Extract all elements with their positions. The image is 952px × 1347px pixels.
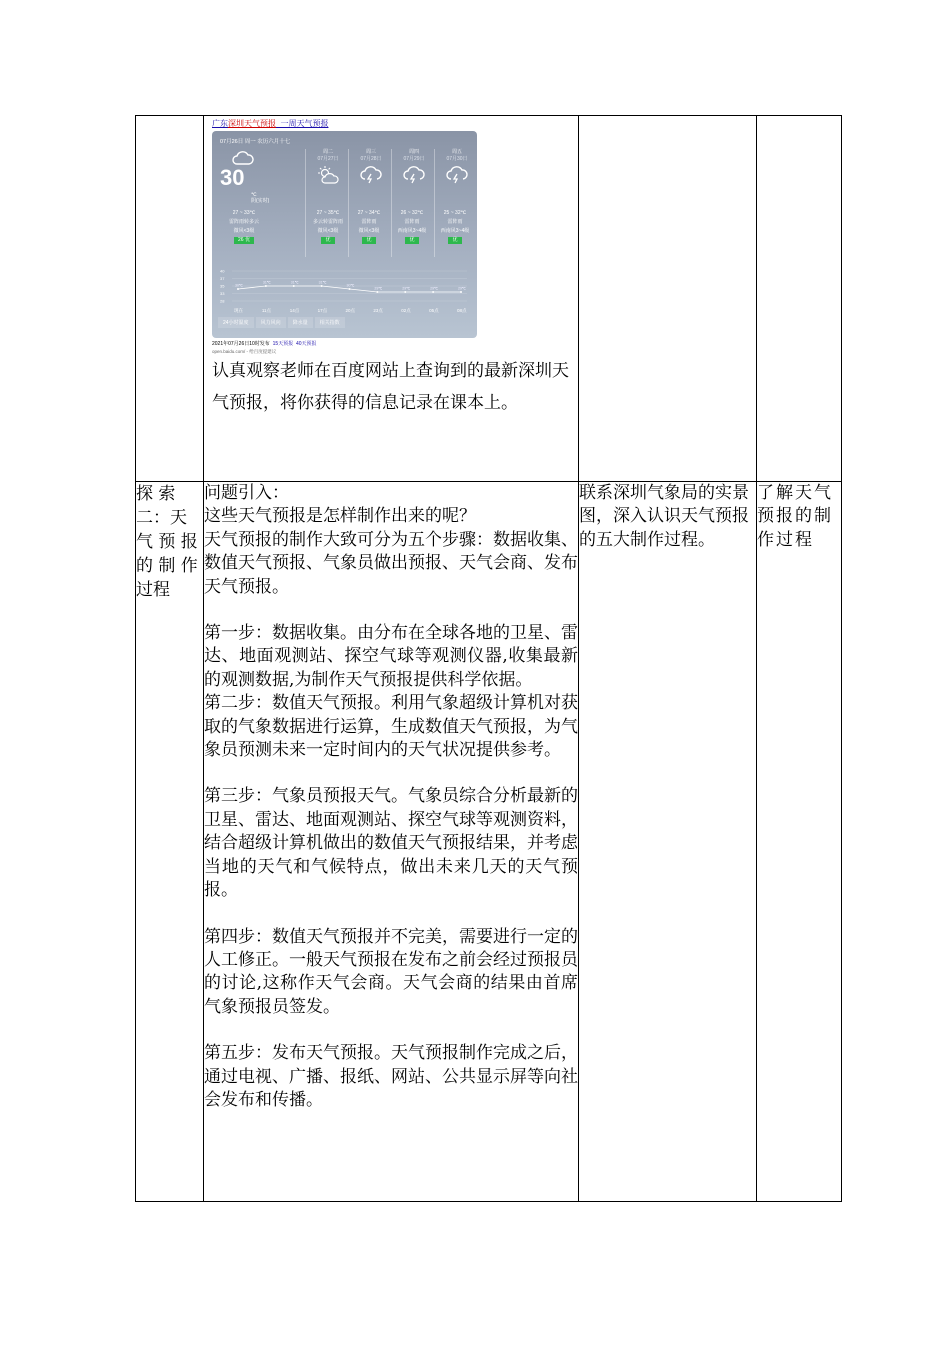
temperature-label: 31℃: [318, 280, 327, 285]
tab-wind[interactable]: 风力风向: [256, 317, 286, 328]
table-row: [136, 116, 842, 482]
forecast-detail-thu: 26 ~ 32℃ 雷阵雨 西南风3~4级 优: [397, 210, 427, 243]
intro-question: 这些天气预报是怎样制作出来的呢？: [204, 506, 476, 527]
table-row: [136, 482, 842, 1202]
hour-label: 20点: [345, 308, 356, 313]
forecast-day-wed: 周三 07月28日: [349, 149, 393, 190]
link-40-day[interactable]: 40天预报: [295, 341, 317, 347]
teacher-activity-cell: [204, 482, 579, 1202]
y-tick-label: 35: [220, 283, 225, 289]
hour-label: 现在: [234, 308, 243, 313]
hour-label: 14点: [289, 308, 300, 313]
hour-label: 02点: [401, 308, 411, 313]
weather-date: 07月26日 周一 农历六月十七: [220, 139, 291, 145]
temperature-point: [265, 285, 267, 287]
forecast-day-thu: 周四 07月29日: [392, 149, 436, 190]
design-intent-cell: 了解天气预报的制作过程: [757, 482, 842, 1202]
step4-paragraph: 第四步：数值天气预报并不完美，需要进行一定的人工修正。一般天气预报在发布之前会经过预报员的讨论,这称作天气会商。天气会商的结果由首席气象预报员签发。: [204, 926, 578, 1017]
design-intent-cell-empty: [757, 116, 842, 482]
temperature-point: [293, 285, 295, 287]
forecast-day-tue: 周二 07月27日: [306, 149, 350, 190]
today-range: 27 ~ 33℃: [232, 210, 256, 216]
weather-publish-line: 2021年07月26日10时发布 15天预报 40天预报: [212, 341, 317, 347]
today-aqi-badge: 26 优: [234, 237, 254, 244]
today-desc: 阴(实时): [251, 198, 270, 204]
instruction-text: 认真观察老师在百度网站上查询到的最新深圳天气预报，将你获得的信息记录在课本上。: [212, 361, 569, 413]
y-tick-label: 28: [220, 298, 225, 304]
temperature-label: 29℃: [402, 286, 411, 291]
stage-cell-empty: [136, 116, 204, 482]
forecast-detail-wed: 27 ~ 34℃ 雷阵雨 微风<3级 优: [357, 210, 381, 243]
tab-precip[interactable]: 降水量: [288, 317, 313, 328]
step1-paragraph: 第一步：数据收集。由分布在全球各地的卫星、雷达、地面观测站、探空气球等观测仪器,收集最新的观测数据,为制作天气预报提供科学依据。: [204, 623, 578, 690]
hour-label: 11点: [261, 308, 272, 313]
thunder-icon: [392, 165, 436, 190]
hour-label: 23点: [373, 308, 383, 313]
overview-paragraph: 天气预报的制作大致可分为五个步骤：数据收集、数值天气预报、气象员做出预报、天气会商、发布天气预报。: [204, 529, 578, 597]
forecast-detail-tue: 27 ~ 35℃ 多云转雷阵雨 微风<3级 优: [312, 210, 343, 243]
temperature-point: [237, 288, 239, 290]
step3-paragraph: 第三步：气象员预报天气。气象员综合分析最新的卫星、雷达、地面观测站、探空气球等观测资料，结合超级计算机做出的数值天气预报结果，并考虑当地的天气和气候特点，做出未来几天的天气预报。: [204, 786, 578, 901]
student-activity-cell-empty: [579, 116, 757, 482]
temperature-label: 29℃: [458, 286, 466, 291]
source-link[interactable]: open.baidu.com/: [212, 349, 246, 354]
intro-title: 问题引入：: [204, 483, 289, 503]
today-detail: [218, 209, 270, 245]
temperature-label: 30℃: [235, 283, 243, 288]
forecast-detail-fri: 25 ~ 32℃ 雷阵雨 西南风3~4级 优: [440, 210, 470, 243]
temperature-label: 29℃: [374, 286, 383, 291]
today-temp: 30: [220, 165, 245, 190]
today-wind: 微风<3级: [233, 228, 255, 234]
thunder-icon: [435, 165, 477, 190]
temperature-label: 31℃: [290, 280, 299, 285]
y-tick-label: 33: [220, 291, 225, 296]
weather-card: [212, 131, 477, 338]
hour-label: 08点: [457, 308, 467, 313]
temperature-point: [404, 291, 406, 293]
weather-source: open.baidu.com/ - 给百度提建议: [212, 349, 277, 354]
student-activity-cell: 联系深圳气象局的实景图，深入认识天气预报的五大制作过程。: [579, 482, 757, 1202]
content-cell: [204, 116, 579, 482]
temperature-point: [376, 291, 378, 293]
today-panel: [220, 151, 280, 204]
hour-label: 17点: [317, 308, 328, 313]
temperature-label: 31℃: [262, 280, 271, 285]
link-15-day[interactable]: 15天预报: [272, 341, 294, 347]
tab-index[interactable]: 相关指数: [315, 317, 345, 328]
step2-paragraph: 第二步：数值天气预报。利用气象超级计算机对获取的气象数据进行运算，生成数值天气预报，为气象员预测未来一定时间内的天气状况提供参考。: [204, 693, 578, 761]
temperature-label: 30℃: [346, 283, 355, 288]
temperature-point: [349, 288, 351, 290]
sun-cloud-icon: [306, 165, 350, 190]
forecast-day-fri: 周五 07月30日: [435, 149, 477, 190]
weather-search-title[interactable]: 广东深圳天气预报_一周天气预报: [212, 119, 329, 128]
temperature-point: [321, 285, 323, 287]
today-weather: 雷阵雨转多云: [228, 219, 259, 225]
temperature-point: [460, 291, 462, 293]
hour-label: 05点: [429, 308, 439, 313]
chart-tabs: [218, 317, 347, 328]
tab-24h-temp[interactable]: 24小时温度: [218, 317, 254, 328]
y-tick-label: 40: [220, 268, 225, 274]
step5-paragraph: 第五步：发布天气预报。天气预报制作完成之后，通过电视、广播、报纸、网站、公共显示屏等向社会发布和传播。: [204, 1043, 578, 1110]
today-unit: ℃: [251, 192, 257, 198]
temperature-point: [432, 291, 434, 293]
cloud-icon: [232, 151, 254, 170]
y-tick-label: 37: [220, 276, 225, 281]
thunder-icon: [349, 165, 393, 190]
lesson-plan-table: [135, 115, 842, 1202]
stage-label: 探 索 二：天 气 预 报 的 制 作 过程: [136, 482, 204, 1202]
temperature-label: 29℃: [430, 286, 438, 291]
